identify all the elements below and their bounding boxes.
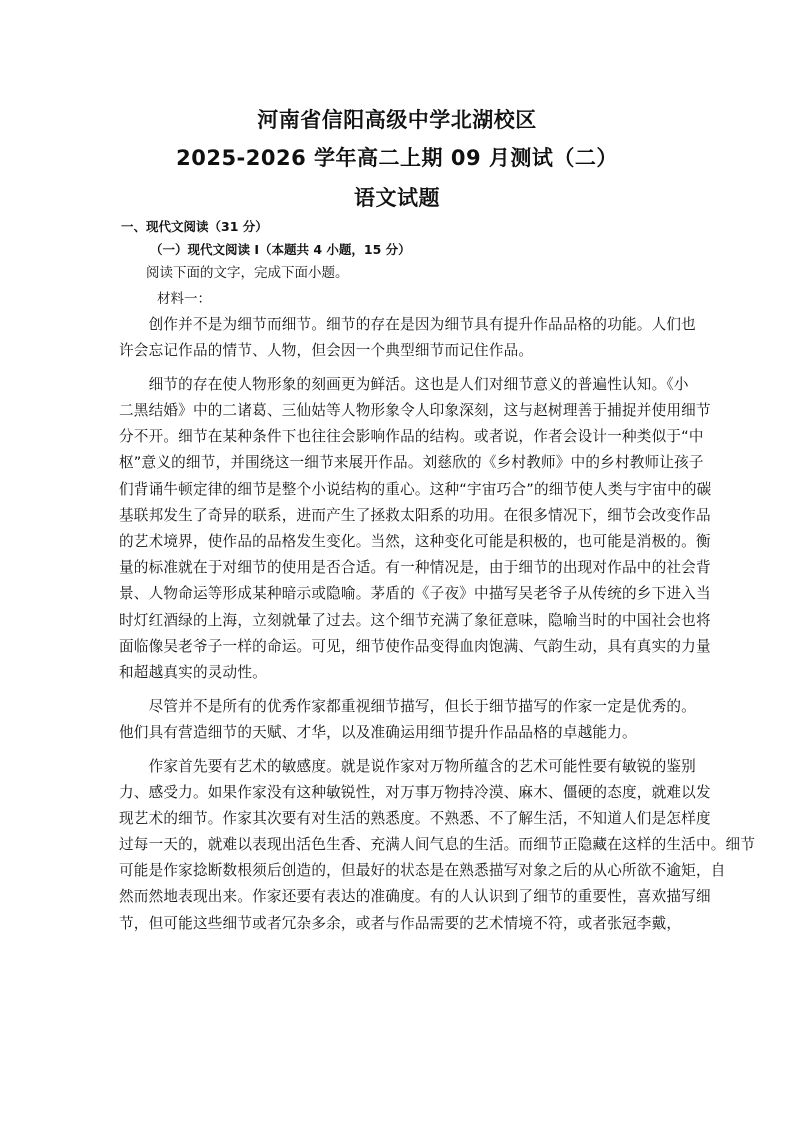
- paragraph-line: 二黑结婚》中的二诸葛、三仙姑等人物形象令人印象深刻，这与赵树理善于捕捉并使用细节: [119, 402, 711, 420]
- paragraph-line: 许会忘记作品的情节、人物，但会因一个典型细节而记住作品。: [119, 342, 534, 360]
- paragraph-line: 量的标准就在于对细节的使用是否合适。有一种情况是，由于细节的出现对作品中的社会背: [119, 559, 711, 577]
- paragraph-gap: [119, 746, 679, 754]
- section-heading: 一、现代文阅读（31 分）: [121, 219, 268, 234]
- paragraph-line: 现艺术的细节。作家其次要有对生活的熟悉度。不熟悉、不了解生活，不知道人们是怎样度: [119, 809, 711, 827]
- sub-section-heading: （一）现代文阅读 I（本题共 4 小题，15 分）: [150, 242, 411, 257]
- paragraph-line: 的艺术境界，使作品的品格发生变化。当然，这种变化可能是积极的，也可能是消极的。衡: [119, 533, 711, 550]
- subject-title: 语文试题: [354, 186, 440, 210]
- paragraph-line: 可能是作家捻断数根须后创造的，但最好的状态是在熟悉描写对象之后的从心所欲不逾矩，自: [119, 862, 726, 880]
- paragraph-line: 作家首先要有艺术的敏感度。就是说作家对万物所蕴含的艺术可能性要有敏锐的鉴别: [119, 757, 696, 775]
- paragraph-line: 枢”意义的细节，并围绕这一细节来展开作品。刘慈欣的《乡村教师》中的乡村教师让孩子: [119, 454, 704, 472]
- article-paragraph: [119, 312, 696, 364]
- paragraph-gap: [119, 364, 679, 372]
- paragraph-line: 力、感受力。如果作家没有这种敏锐性，对万事万物持冷漠、麻木、僵硬的态度，就难以发: [119, 783, 711, 801]
- exam-title: 2025-2026 学年高二上期 09 月测试（二）: [176, 146, 618, 170]
- article-body: [119, 312, 756, 937]
- paragraph-line: 他们具有营造细节的天赋、才华，以及准确运用细节提升作品品格的卓越能力。: [119, 723, 637, 741]
- paragraph-gap: [119, 686, 679, 694]
- school-title: 河南省信阳高级中学北湖校区: [257, 108, 537, 132]
- paragraph-line: 尽管并不是所有的优秀作家都重视细节描写，但长于细节描写的作家一定是优秀的。: [119, 697, 696, 715]
- paragraph-line: 然而然地表现出来。作家还要有表达的准确度。有的人认识到了细节的重要性，喜欢描写细: [119, 888, 711, 906]
- paragraph-line: 们背诵牛顿定律的细节是整个小说结构的重心。这种“宇宙巧合”的细节使人类与宇宙中的碳: [119, 480, 712, 498]
- material-label: 材料一：: [157, 291, 211, 307]
- paragraph-line: 景、人物命运等形成某种暗示或隐喻。茅盾的《子夜》中描写吴老爷子从传统的乡下进入当: [119, 585, 711, 603]
- paragraph-line: 时灯红酒绿的上海，立刻就暈了过去。这个细节充满了象征意味，隐喻当时的中国社会也将: [119, 611, 711, 629]
- paragraph-line: 过每一天的，就难以表现出活色生香、充满人间气息的生活。而细节正隐藏在这样的生活中。细节: [119, 836, 756, 854]
- article-paragraph: [119, 372, 712, 686]
- paragraph-line: 和超越真实的灵动性。: [119, 663, 267, 681]
- paragraph-line: 分不开。细节在某种条件下也往往会影响作品的结构。或者说，作者会设计一种类似于“中: [119, 428, 704, 446]
- article-paragraph: [119, 754, 756, 937]
- article-paragraph: [119, 694, 696, 746]
- paragraph-line: 基联邦发生了奇异的联系，进而产生了拯救太阳系的功用。在很多情况下，细节会改变作品: [119, 506, 711, 524]
- paragraph-line: 细节的存在使人物形象的刻画更为鲜活。这也是人们对细节意义的普遍性认知。《小: [119, 375, 689, 393]
- paragraph-line: 创作并不是为细节而细节。细节的存在是因为细节具有提升作品品格的功能。人们也: [119, 316, 696, 333]
- paragraph-line: 面临像吴老爷子一样的命运。可见，细节使作品变得血肉饱满、气韵生动，具有真实的力量: [119, 637, 711, 655]
- paragraph-line: 节，但可能这些细节或者冗杂多余，或者与作品需要的艺术情境不符，或者张冠李戴，: [119, 914, 682, 932]
- reading-instruction: 阅读下面的文字，完成下面小题。: [146, 265, 349, 281]
